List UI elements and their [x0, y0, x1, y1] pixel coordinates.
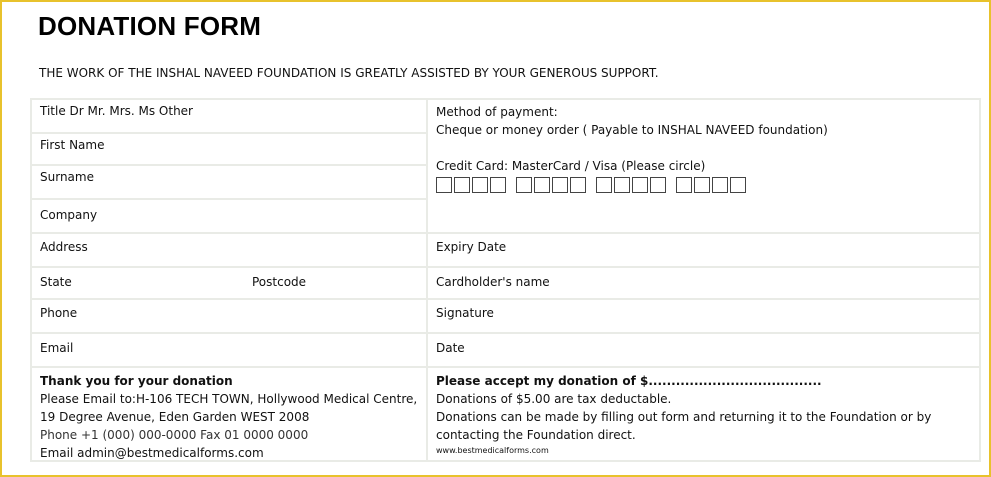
thank-you-heading: Thank you for your donation	[40, 374, 233, 388]
page-title: DONATION FORM	[38, 11, 262, 41]
address-label: Address	[40, 240, 88, 254]
date-label: Date	[436, 341, 465, 355]
credit-card-option[interactable]: Credit Card: MasterCard / Visa (Please circle)	[436, 159, 706, 173]
card-digit-box[interactable]	[516, 177, 532, 193]
card-digit-box[interactable]	[454, 177, 470, 193]
first-name-label: First Name	[40, 138, 105, 152]
thank-you-block	[30, 366, 430, 462]
date-field[interactable]	[426, 332, 981, 368]
mailing-address-line: Please Email to:H-106 TECH TOWN, Hollywood Medical Centre,	[40, 392, 418, 406]
surname-field[interactable]	[30, 164, 430, 200]
postcode-field[interactable]: Postcode	[252, 275, 307, 289]
title-field[interactable]	[30, 98, 430, 134]
card-digit-box[interactable]	[596, 177, 612, 193]
mailing-address-line-2: 19 Degree Avenue, Eden Garden WEST 2008	[40, 410, 310, 424]
title-field-label: Title Dr Mr. Mrs. Ms Other	[40, 104, 193, 118]
card-digit-box[interactable]	[614, 177, 630, 193]
phone-label: Phone	[40, 306, 78, 320]
donation-amount-field[interactable]: Please accept my donation of $......................................	[436, 374, 822, 388]
tax-note: Donations of $5.00 are tax deductable.	[436, 392, 672, 406]
email-label: Email	[40, 341, 74, 355]
card-digit-box[interactable]	[472, 177, 488, 193]
state-postcode-row	[30, 266, 430, 300]
signature-label: Signature	[436, 306, 494, 320]
first-name-field[interactable]	[30, 132, 430, 166]
card-digit-box[interactable]	[712, 177, 728, 193]
cheque-option[interactable]: Cheque or money order ( Payable to INSHAL NAVEED foundation)	[436, 123, 828, 137]
website-url: www.bestmedicalforms.com	[436, 446, 549, 455]
card-digit-box[interactable]	[632, 177, 648, 193]
intro-text: THE WORK OF THE INSHAL NAVEED FOUNDATION IS GREATLY ASSISTED BY YOUR GENEROUS SUPPORT.	[39, 66, 659, 80]
state-field[interactable]: State	[40, 275, 72, 289]
phone-fax-line: Phone +1 (000) 000-0000 Fax 01 0000 0000	[40, 428, 309, 442]
card-digit-box[interactable]	[534, 177, 550, 193]
card-digit-box[interactable]	[490, 177, 506, 193]
expiry-date-field[interactable]	[426, 232, 981, 268]
card-digit-box[interactable]	[436, 177, 452, 193]
address-field[interactable]	[30, 232, 430, 268]
email-field[interactable]	[30, 332, 430, 368]
donation-amount-block	[426, 366, 981, 462]
contact-email-line: Email admin@bestmedicalforms.com	[40, 446, 264, 460]
cardholder-name-field[interactable]	[426, 266, 981, 300]
phone-field[interactable]	[30, 298, 430, 334]
card-digit-box[interactable]	[730, 177, 746, 193]
card-digit-box[interactable]	[650, 177, 666, 193]
cardholder-name-label: Cardholder's name	[436, 275, 550, 289]
signature-field[interactable]	[426, 298, 981, 334]
company-field[interactable]	[30, 198, 430, 234]
surname-label: Surname	[40, 170, 94, 184]
expiry-date-label: Expiry Date	[436, 240, 507, 254]
company-label: Company	[40, 208, 98, 222]
card-digit-box[interactable]	[552, 177, 568, 193]
payment-method-block	[426, 98, 981, 234]
payment-method-heading: Method of payment:	[436, 105, 558, 119]
donation-instructions-2: contacting the Foundation direct.	[436, 428, 636, 442]
card-digit-group	[596, 177, 666, 193]
card-digit-group	[436, 177, 506, 193]
card-digit-group	[516, 177, 586, 193]
card-digit-box[interactable]	[676, 177, 692, 193]
card-digit-box[interactable]	[570, 177, 586, 193]
card-digit-group	[676, 177, 746, 193]
card-number-boxes[interactable]	[436, 177, 979, 193]
donation-instructions: Donations can be made by filling out form and returning it to the Foundation or by	[436, 410, 932, 424]
card-digit-box[interactable]	[694, 177, 710, 193]
